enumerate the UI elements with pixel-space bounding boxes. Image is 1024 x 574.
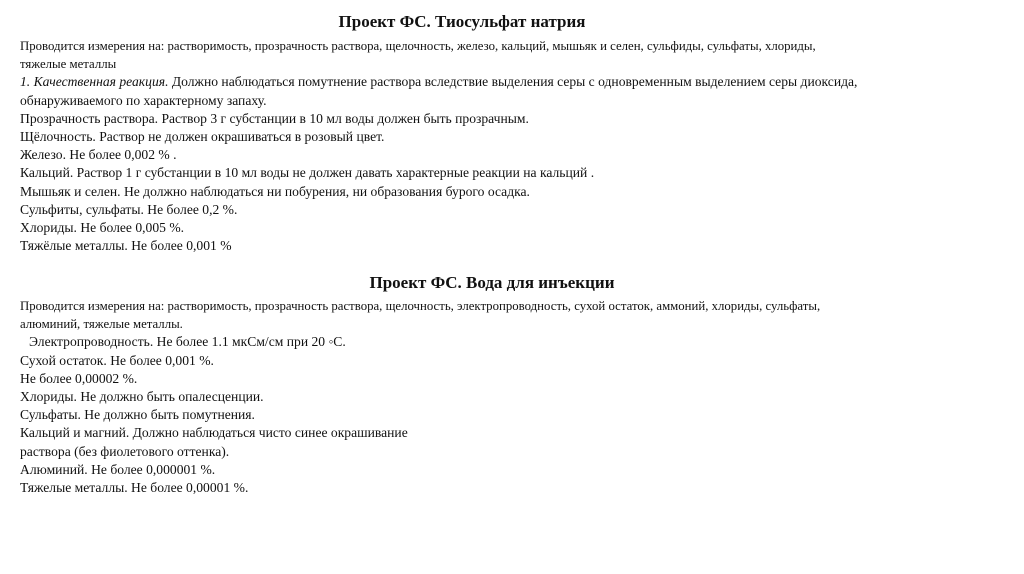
- arsenic-selenium-line: Мышьяк и селен. Не должно наблюдаться ни побурения, ни образования бурого осадка.: [20, 183, 530, 199]
- calcium-magnesium-line2: раствора (без фиолетового оттенка).: [20, 443, 230, 459]
- section1-body: [20, 37, 980, 255]
- alkalinity-line: Щёлочность. Раствор не должен окрашиваться в розовый цвет.: [20, 129, 385, 145]
- qualitative-reaction-label: 1. Качественная реакция.: [20, 74, 169, 90]
- chlorides-line: Хлориды. Не должно быть опалесценции.: [20, 389, 264, 405]
- dry-residue-line: Сухой остаток. Не более 0,001 %.: [20, 352, 214, 368]
- section2-title: Проект ФС. Вода для инъекции: [369, 273, 615, 292]
- qualitative-reaction-line2: обнаруживаемого по характерному запаху.: [20, 92, 267, 108]
- section1-intro-line1: Проводится измерения на: растворимость, прозрачность раствора, щелочность, железо, кальций, мышьяк и селен, сульфиды, сульфаты, хлориды,: [20, 39, 816, 53]
- section2-body: [20, 297, 980, 497]
- transparency-line: Прозрачность раствора. Раствор 3 г субстанции в 10 мл воды должен быть прозрачным.: [20, 110, 529, 126]
- aluminium-line: Алюминий. Не более 0,000001 %.: [20, 461, 216, 477]
- section1-title: Проект ФС. Тиосульфат натрия: [338, 12, 586, 31]
- section2-intro-line1: Проводится измерения на: растворимость, прозрачность раствора, щелочность, электропроводность, сухой остаток, аммоний, хлориды, сульфаты,: [20, 299, 821, 313]
- calcium-line: Кальций. Раствор 1 г субстанции в 10 мл воды не должен давать характерные реакции на кальций .: [20, 165, 595, 181]
- ammonium-line: Не более 0,00002 %.: [20, 370, 138, 386]
- qualitative-reaction-text: Должно наблюдаться помутнение раствора вследствие выделения серы с одновременным выделением серы диоксида,: [168, 74, 858, 90]
- conductivity-line: Электропроводность. Не более 1.1 мкСм/см при 20 ◦С.: [29, 334, 346, 350]
- section1-intro-line2: тяжелые металлы: [20, 57, 117, 72]
- sulfates-line: Сульфаты. Не должно быть помутнения.: [20, 407, 255, 423]
- chlorides-line: Хлориды. Не более 0,005 %.: [20, 220, 185, 236]
- heavy-metals-line: Тяжелые металлы. Не более 0,00001 %.: [20, 480, 249, 496]
- sulfites-line: Сульфиты, сульфаты. Не более 0,2 %.: [20, 201, 238, 217]
- calcium-magnesium-line1: Кальций и магний. Должно наблюдаться чисто синее окрашивание: [20, 425, 408, 441]
- heavy-metals-line: Тяжёлые металлы. Не более 0,001 %: [20, 238, 232, 254]
- iron-line: Железо. Не более 0,002 % .: [20, 147, 177, 163]
- qualitative-reaction-line1: [20, 73, 980, 91]
- section2-intro-line2: алюминий, тяжелые металлы.: [20, 317, 183, 332]
